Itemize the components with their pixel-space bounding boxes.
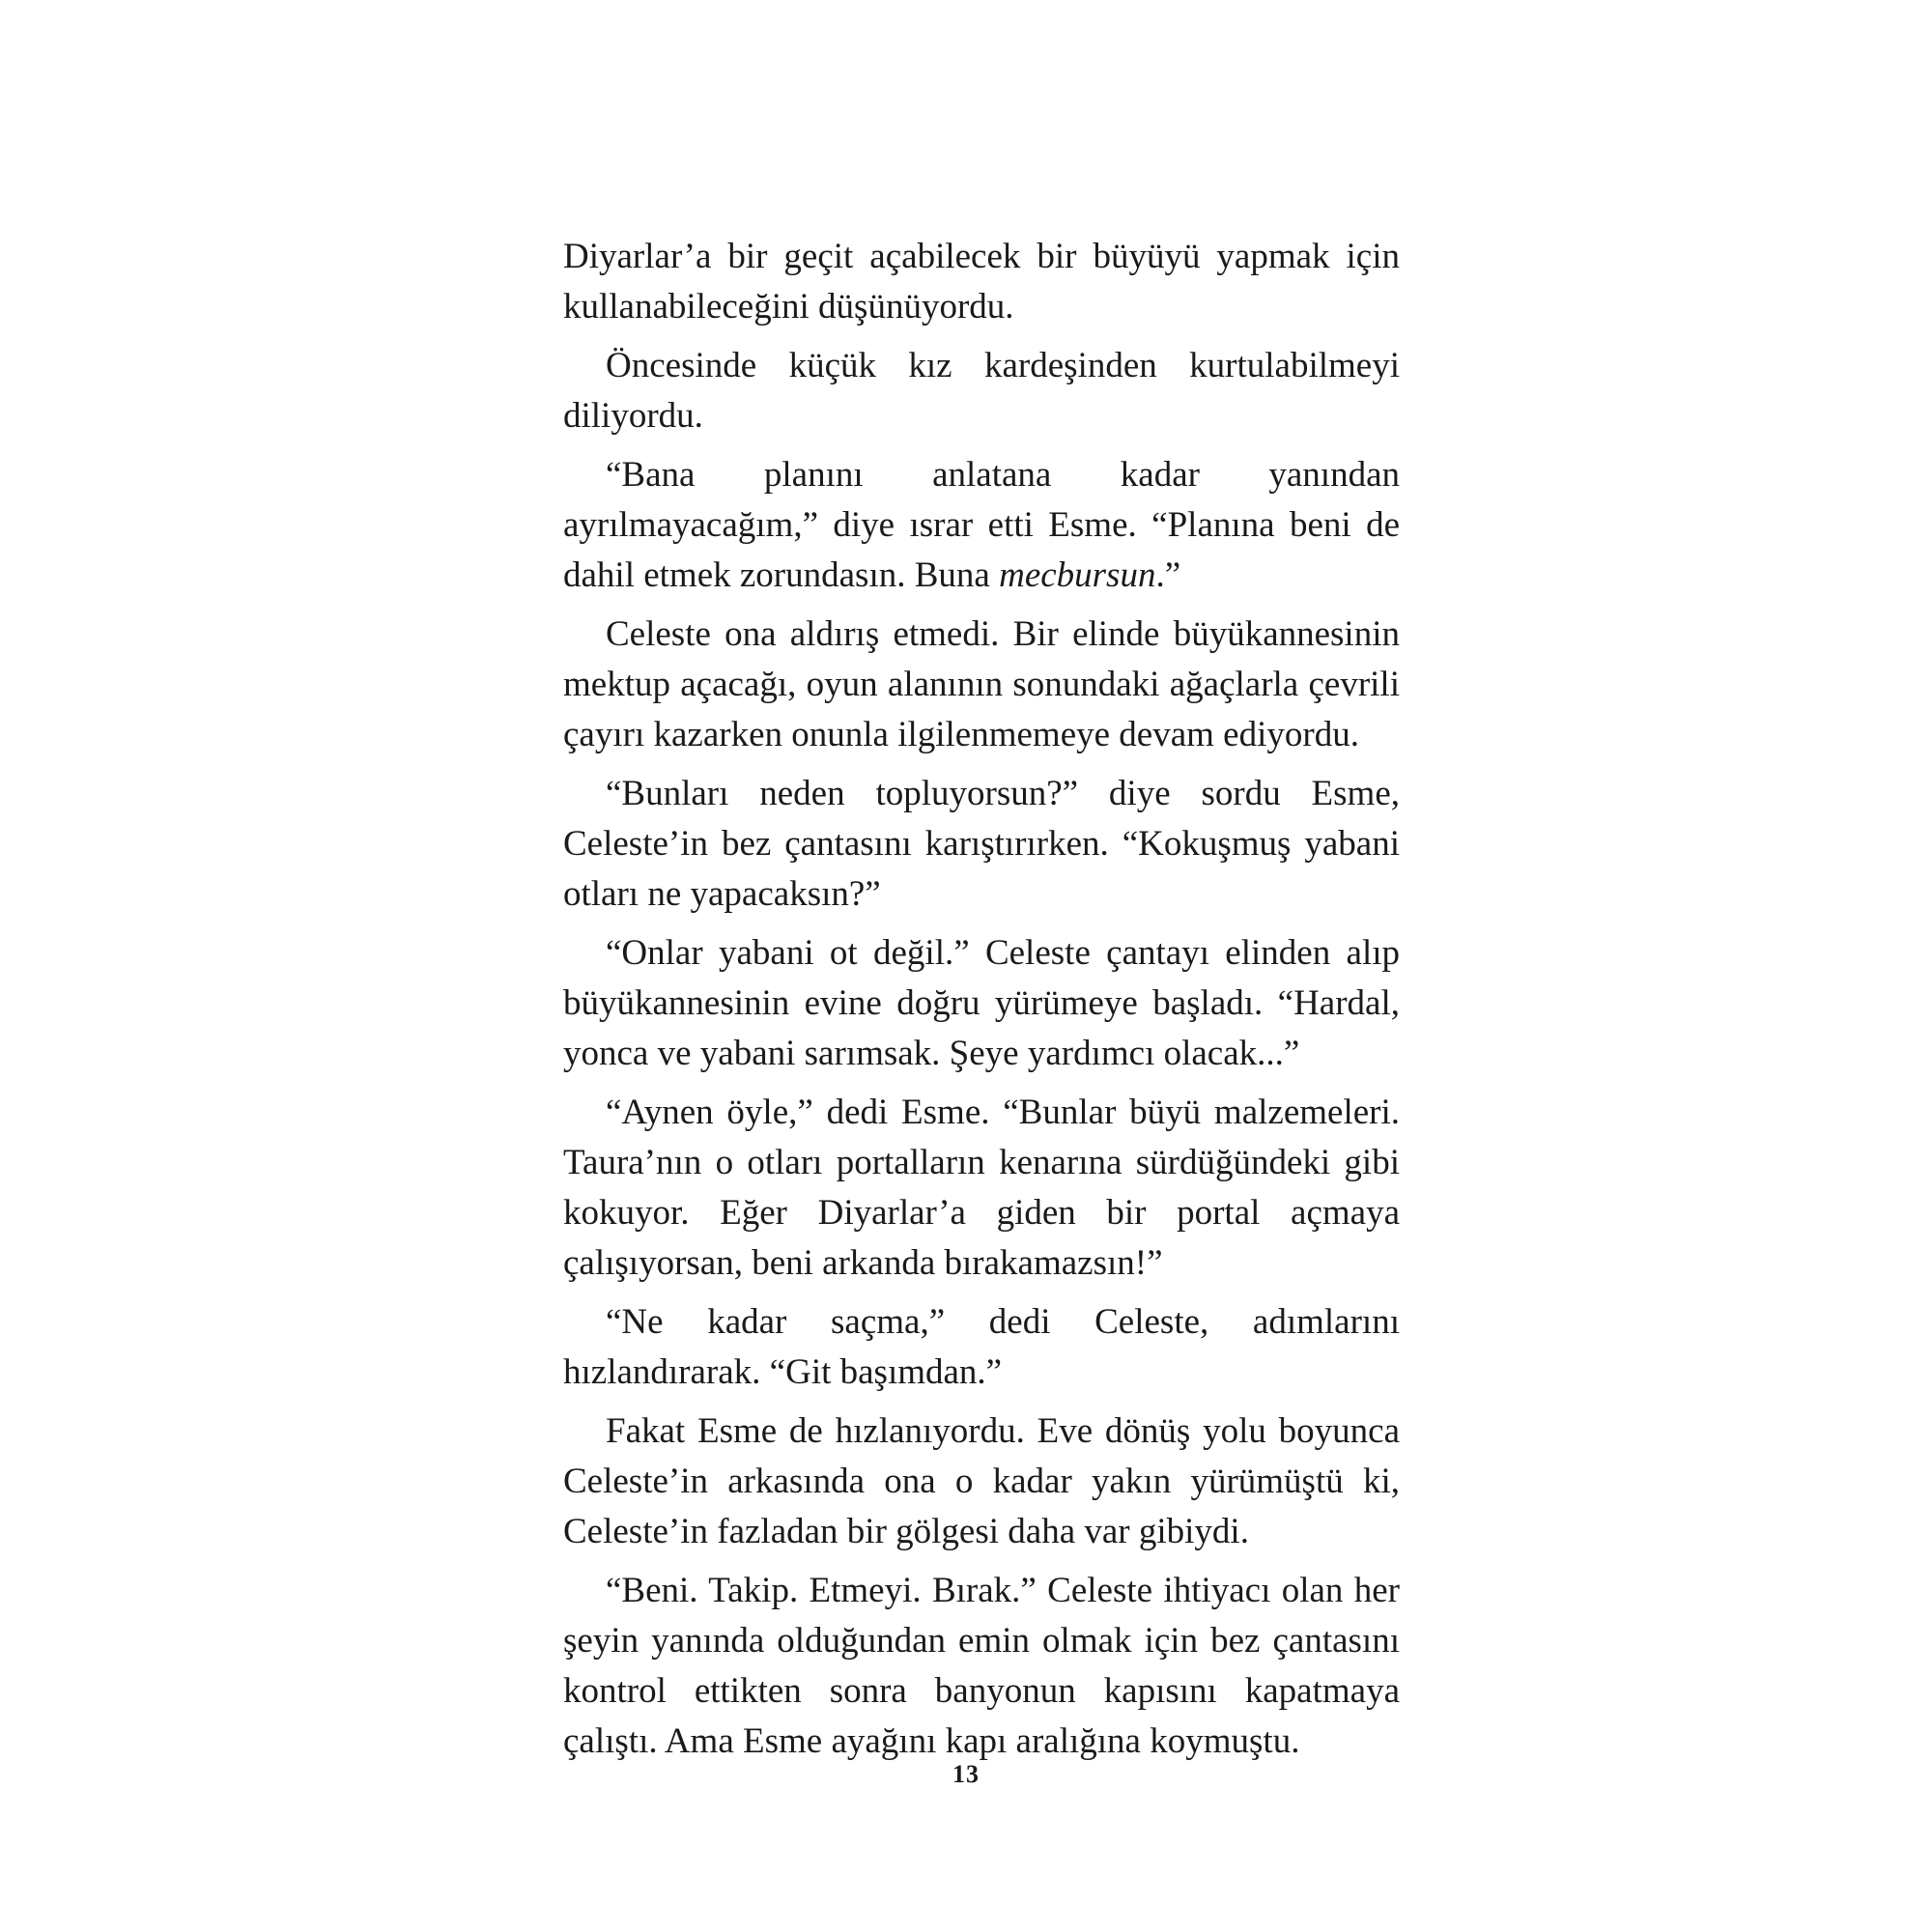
paragraph-8: “Ne kadar saçma,” dedi Celeste, adımlarını hızlandırarak. “Git başımdan.” [563,1302,1400,1392]
body-text [563,232,1400,1776]
paragraph-3-end: .” [1155,555,1181,595]
paragraph-4: Celeste ona aldırış etmedi. Bir elinde büyükannesinin mektup açacağı, oyun alanının sonundaki ağaçlarla çevrili çayırı kazarken onunla ilgilenmemeye devam ediyordu. [563,614,1400,754]
paragraph-5: “Bunları neden topluyorsun?” diye sordu Esme, Celeste’in bez çantasını karıştırırken. “Kokuşmuş yabani otları ne yapacaksın?” [563,774,1400,914]
page-number: 13 [952,1760,980,1788]
paragraph-7: “Aynen öyle,” dedi Esme. “Bunlar büyü malzemeleri. Taura’nın o otları portalların kenarına sürdüğündeki gibi kokuyor. Eğer Diyarlar’a giden bir portal açmaya çalışıyorsan, beni arkanda bırakamazsın!” [563,1093,1400,1283]
paragraph-1: Diyarlar’a bir geçit açabilecek bir büyüyü yapmak için kullanabileceğini düşünüyordu. [563,237,1400,327]
paragraph-3-text: “Bana planını anlatana kadar yanından ayrılmayacağım,” diye ısrar etti Esme. “Planına beni de dahil etmek zorundasın. Buna [563,455,1400,595]
paragraph-2: Öncesinde küçük kız kardeşinden kurtulabilmeyi diliyordu. [563,346,1400,436]
paragraph-9: Fakat Esme de hızlanıyordu. Eve dönüş yolu boyunca Celeste’in arkasında ona o kadar yakın yürümüştü ki, Celeste’in fazladan bir gölgesi daha var gibiydi. [563,1411,1400,1551]
paragraph-10: “Beni. Takip. Etmeyi. Bırak.” Celeste ihtiyacı olan her şeyin yanında olduğundan emin olmak için bez çantasını kontrol ettikten sonra banyonun kapısını kapatmaya çalıştı. Ama Esme ayağını kapı aralığına koymuştu. [563,1571,1400,1761]
paragraph-6: “Onlar yabani ot değil.” Celeste çantayı elinden alıp büyükannesinin evine doğru yürümeye başladı. “Hardal, yonca ve yabani sarımsak. Şeye yardımcı olacak...” [563,933,1400,1073]
paragraph-3 [563,450,1400,601]
paragraph-3-italic: mecbursun [999,555,1156,595]
